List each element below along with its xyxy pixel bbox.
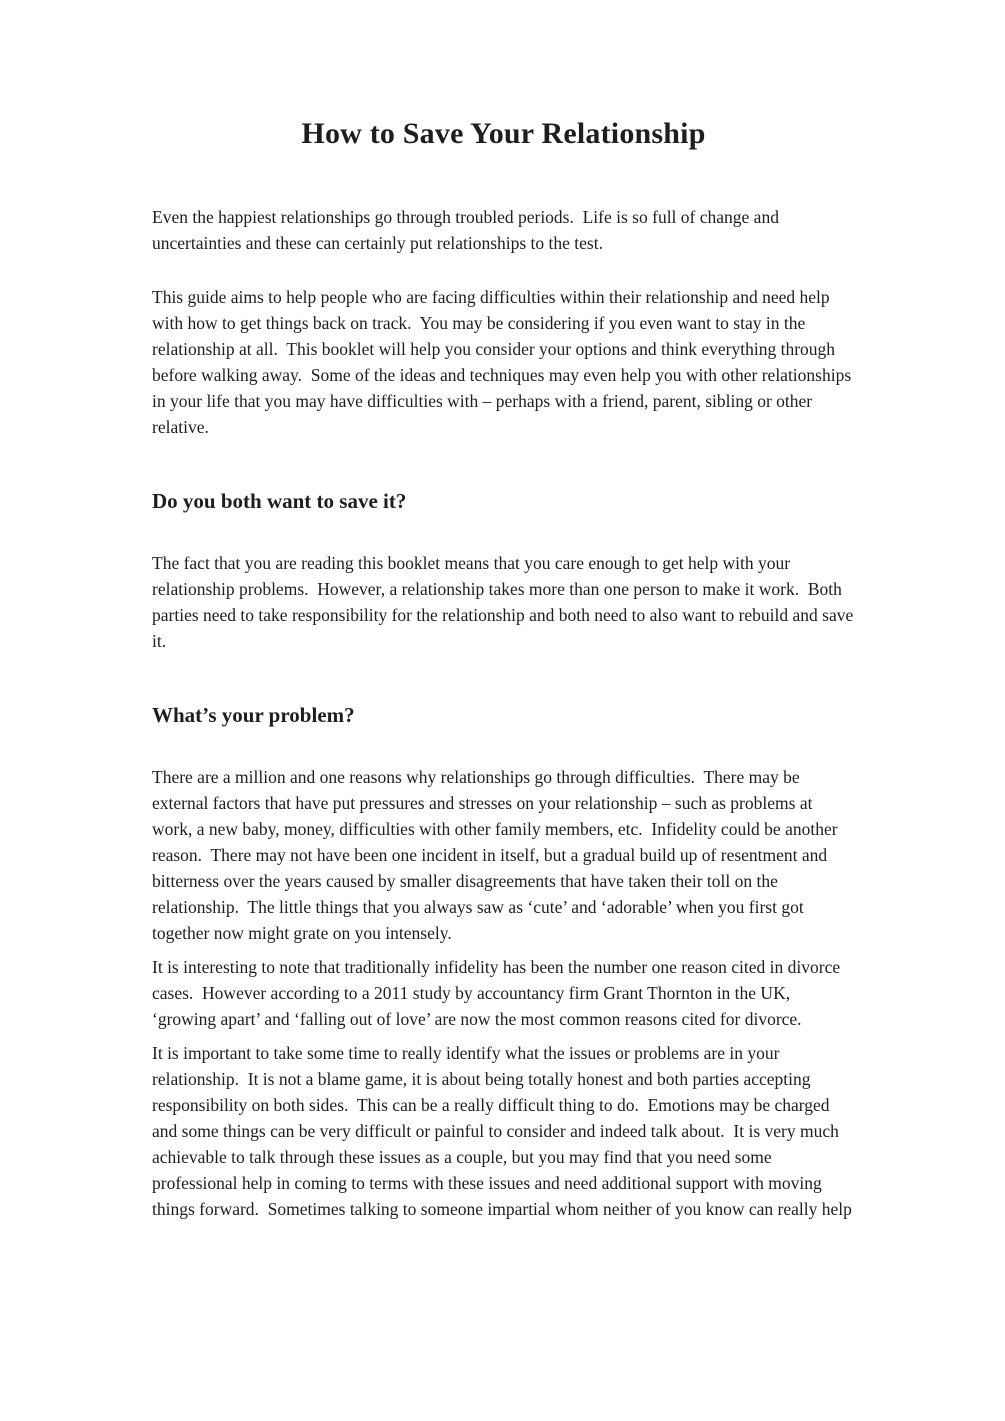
paragraph-intro-1: Even the happiest relationships go through troubled periods. Life is so full of change and uncertainties and these can certainly put relationships to the test. <box>152 207 784 253</box>
paragraph-save-it: The fact that you are reading this booklet means that you care enough to get help with your relationship problems. However, a relationship takes more than one person to make it work. Both parties need to take responsibility for the relationship and both need to also want to rebuild and save it. <box>152 553 858 651</box>
paragraph-intro-2: This guide aims to help people who are facing difficulties within their relationship and need help with how to get things back on track. You may be considering if you even want to stay in the relationship at all. This booklet will help you consider your options and think everything through before walking away. Some of the ideas and techniques may even help you with other relationships in your life that you may have difficulties with – perhaps with a friend, parent, sibling or other relative. <box>152 287 856 437</box>
paragraph-divorce-study: It is interesting to note that traditionally infidelity has been the number one reason cited in divorce cases. However according to a 2011 study by accountancy firm Grant Thornton in the UK, ‘growing apart’ and ‘falling out of love’ are now the most common reasons cited for divorce. <box>152 957 845 1029</box>
document-title: How to Save Your Relationship <box>301 117 706 150</box>
section-heading-your-problem: What’s your problem? <box>152 703 355 727</box>
document-body <box>152 204 858 1222</box>
paragraph-reasons: There are a million and one reasons why relationships go through difficulties. There may be external factors that have put pressures and stresses on your relationship – such as problems at work, a new baby, money, difficulties with other family members, etc. Infidelity could be another reason. There may not have been one incident in itself, but a gradual build up of resentment and bitterness over the years caused by smaller disagreements that have taken their toll on the relationship. The little things that you always saw as ‘cute’ and ‘adorable’ when you first got together now might grate on you intensely. <box>152 767 842 943</box>
section-heading-save-it: Do you both want to save it? <box>152 489 407 513</box>
paragraph-identify-issues: It is important to take some time to really identify what the issues or problems are in your relationship. It is not a blame game, it is about being totally honest and both parties accepting responsibility on both sides. This can be a really difficult thing to do. Emotions may be charged and some things can be very difficult or painful to consider and indeed talk about. It is very much achievable to talk through these issues as a couple, but you may find that you need some professional help in coming to terms with these issues and need additional support with moving things forward. Sometimes talking to someone impartial whom neither of you know can really help <box>152 1043 852 1219</box>
